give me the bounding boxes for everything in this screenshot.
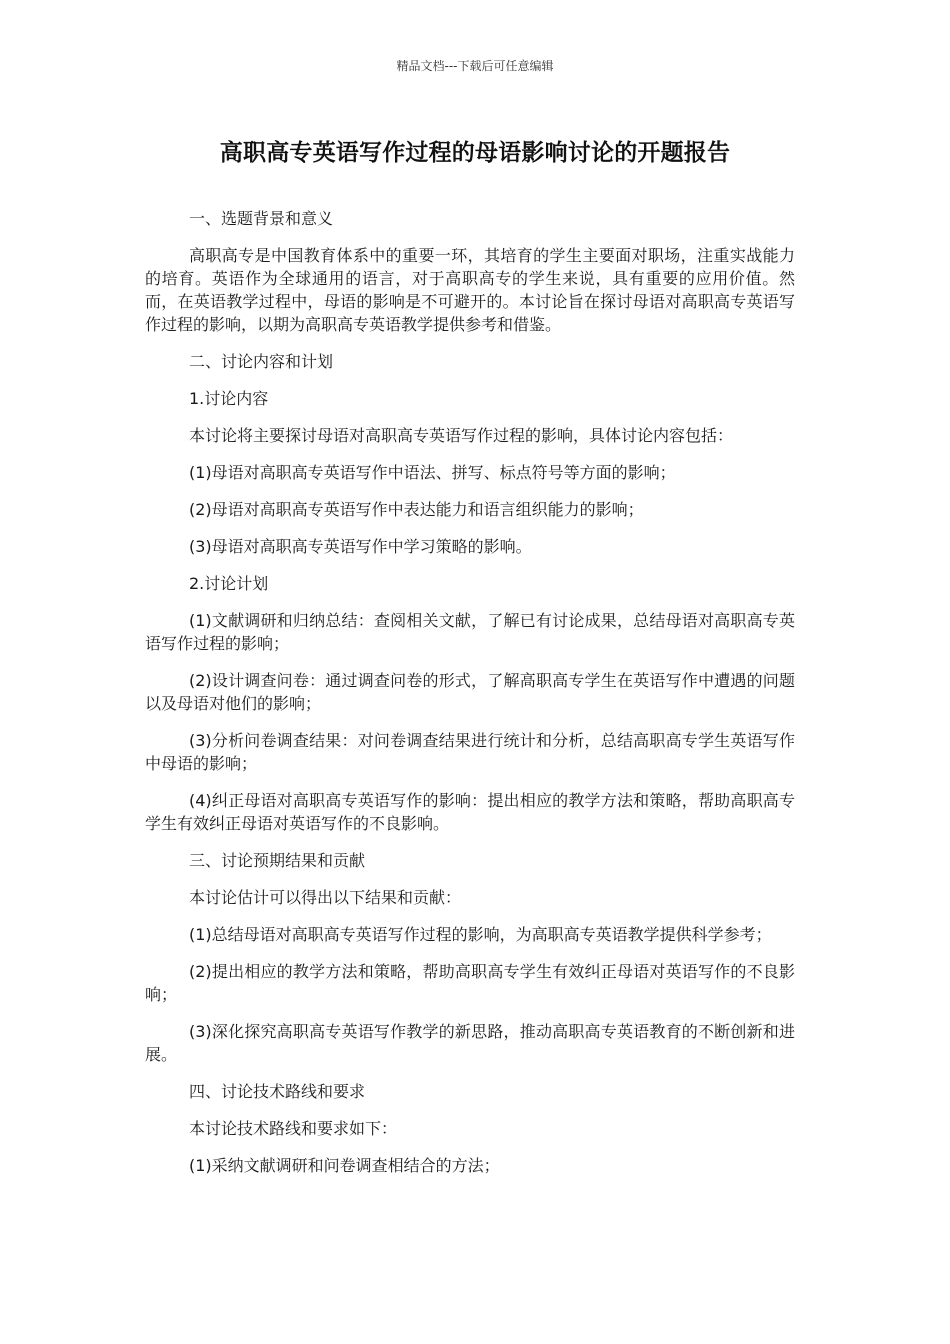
list-item: (1)文献调研和归纳总结：查阅相关文献，了解已有讨论成果，总结母语对高职高专英语写作过程的影响； (145, 611, 795, 653)
list-item: (1)母语对高职高专英语写作中语法、拼写、标点符号等方面的影响； (189, 463, 676, 482)
document-body (145, 207, 795, 1191)
paragraph: 本讨论将主要探讨母语对高职高专英语写作过程的影响，具体讨论内容包括： (189, 426, 734, 445)
list-item: (4)纠正母语对高职高专英语写作的影响：提出相应的教学方法和策略，帮助高职高专学生有效纠正母语对英语写作的不良影响。 (145, 791, 795, 833)
list-item: (2)设计调查问卷：通过调查问卷的形式，了解高职高专学生在英语写作中遭遇的问题以及母语对他们的影响； (145, 671, 795, 713)
list-item: (3)深化探究高职高专英语写作教学的新思路，推动高职高专英语教育的不断创新和进展。 (145, 1022, 795, 1064)
paragraph: 本讨论估计可以得出以下结果和贡献： (189, 888, 462, 907)
section-heading: 二、讨论内容和计划 (189, 352, 334, 371)
document-title: 高职高专英语写作过程的母语影响讨论的开题报告 (219, 140, 731, 166)
list-item: (3)母语对高职高专英语写作中学习策略的影响。 (189, 537, 532, 556)
page-header: 精品文档---下载后可任意编辑 (396, 59, 554, 73)
list-item: (1)采纳文献调研和问卷调查相结合的方法； (189, 1156, 500, 1175)
section-heading: 四、讨论技术路线和要求 (189, 1082, 366, 1101)
list-item: (2)提出相应的教学方法和策略，帮助高职高专学生有效纠正母语对英语写作的不良影响； (145, 962, 795, 1004)
list-item: (3)分析问卷调查结果：对问卷调查结果进行统计和分析，总结高职高专学生英语写作中母语的影响； (145, 731, 795, 773)
paragraph: 本讨论技术路线和要求如下： (189, 1119, 398, 1138)
section-heading: 三、讨论预期结果和贡献 (189, 851, 366, 870)
list-item: (1)总结母语对高职高专英语写作过程的影响，为高职高专英语教学提供科学参考； (189, 925, 772, 944)
section-heading: 一、选题背景和意义 (189, 209, 334, 228)
subsection-heading: 1.讨论内容 (189, 389, 269, 408)
list-item: (2)母语对高职高专英语写作中表达能力和语言组织能力的影响； (189, 500, 644, 519)
paragraph: 高职高专是中国教育体系中的重要一环，其培育的学生主要面对职场，注重实战能力的培育。英语作为全球通用的语言，对于高职高专的学生来说，具有重要的应用价值。然而，在英语教学过程中，母语的影响是不可避开的。本讨论旨在探讨母语对高职高专英语写作过程的影响，以期为高职高专英语教学提供参考和借鉴。 (145, 246, 795, 334)
subsection-heading: 2.讨论计划 (189, 574, 269, 593)
